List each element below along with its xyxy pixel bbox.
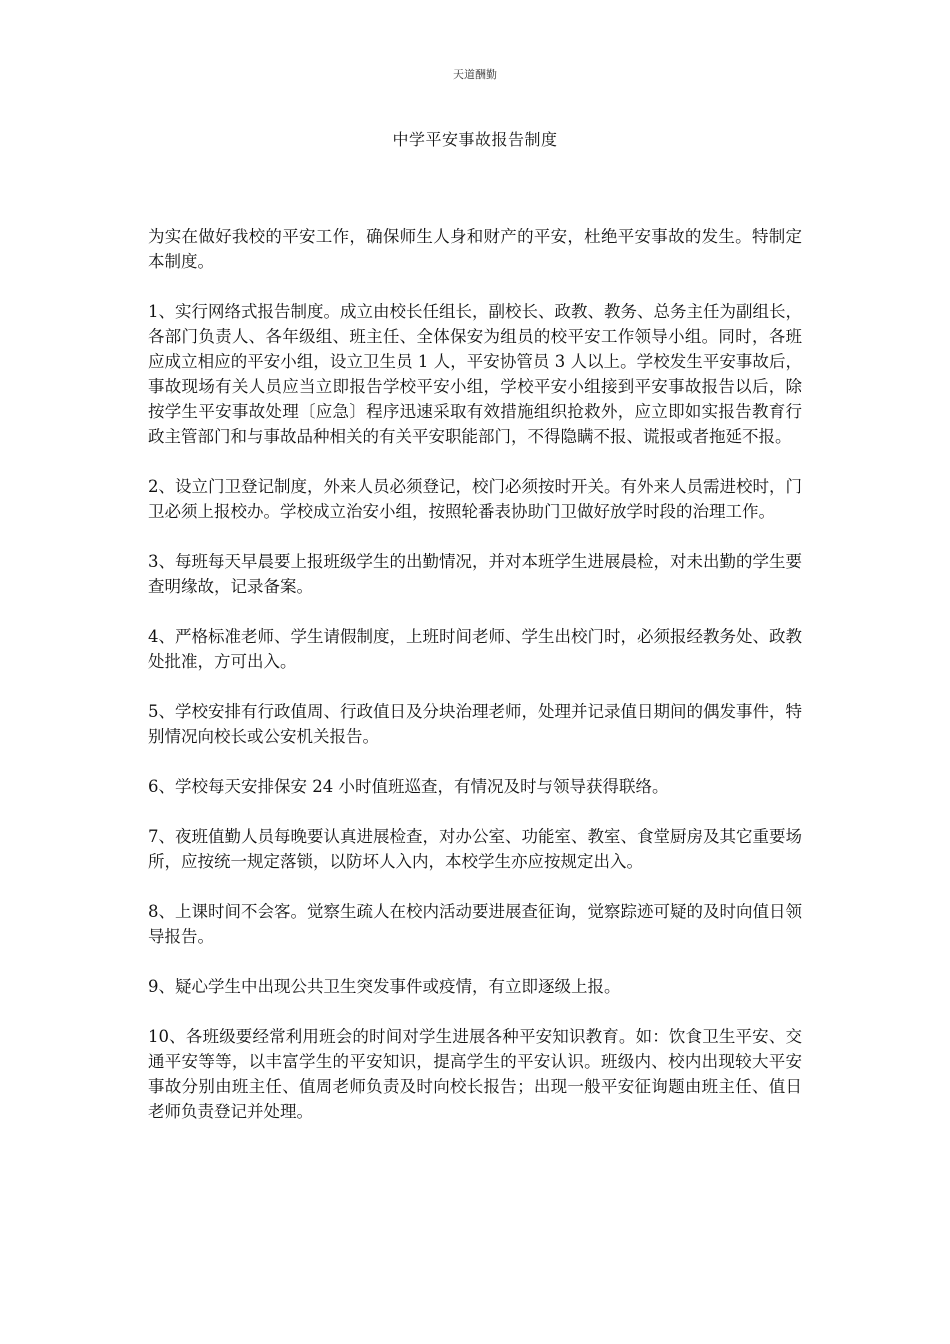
document-body — [148, 224, 802, 1149]
clause-paragraph-10: 10、各班级要经常利用班会的时间对学生进展各种平安知识教育。如：饮食卫生平安、交通平安等等，以丰富学生的平安知识，提高学生的平安认识。班级内、校内出现较大平安事故分别由班主任、值周老师负责及时向校长报告；出现一般平安征询题由班主任、值日老师负责登记并处理。 — [148, 1027, 802, 1121]
clause-paragraph-7: 7、夜班值勤人员每晚要认真进展检查，对办公室、功能室、教室、食堂厨房及其它重要场所，应按统一规定落锁，以防坏人入内，本校学生亦应按规定出入。 — [148, 827, 802, 871]
page-header: 天道酬勤 — [453, 68, 497, 81]
clause-paragraph-6: 6、学校每天安排保安 24 小时值班巡查，有情况及时与领导获得联络。 — [148, 777, 669, 796]
intro-paragraph: 为实在做好我校的平安工作，确保师生人身和财产的平安，杜绝平安事故的发生。特制定本制度。 — [148, 227, 802, 271]
clause-paragraph-5: 5、学校安排有行政值周、行政值日及分块治理老师，处理并记录值日期间的偶发事件，特别情况向校长或公安机关报告。 — [148, 702, 802, 746]
clause-paragraph-4: 4、严格标准老师、学生请假制度，上班时间老师、学生出校门时，必须报经教务处、政教处批准，方可出入。 — [148, 627, 802, 671]
clause-paragraph-8: 8、上课时间不会客。觉察生疏人在校内活动要进展查征询，觉察踪迹可疑的及时向值日领导报告。 — [148, 902, 802, 946]
clause-paragraph-1: 1、实行网络式报告制度。成立由校长任组长，副校长、政教、教务、总务主任为副组长，各部门负责人、各年级组、班主任、全体保安为组员的校平安工作领导小组。同时，各班应成立相应的平安小组，设立卫生员 1 人，平安协管员 3 人以上。学校发生平安事故后，事故现场有关人员应当立即报告学校平安小组，学校平安小组接到平安事故报告以后，除按学生平安事故处理〔应急〕程序迅速采取有效措施组织抢救外，应立即如实报告教育行政主管部门和与事故品种相关的有关平安职能部门，不得隐瞒不报、谎报或者拖延不报。 — [148, 302, 802, 446]
document-title: 中学平安事故报告制度 — [392, 130, 558, 149]
clause-paragraph-9: 9、疑心学生中出现公共卫生突发事件或疫情，有立即逐级上报。 — [148, 977, 621, 996]
clause-paragraph-2: 2、设立门卫登记制度，外来人员必须登记，校门必须按时开关。有外来人员需进校时，门卫必须上报校办。学校成立治安小组，按照轮番表协助门卫做好放学时段的治理工作。 — [148, 477, 802, 521]
clause-paragraph-3: 3、每班每天早晨要上报班级学生的出勤情况，并对本班学生进展晨检，对未出勤的学生要查明缘故，记录备案。 — [148, 552, 802, 596]
